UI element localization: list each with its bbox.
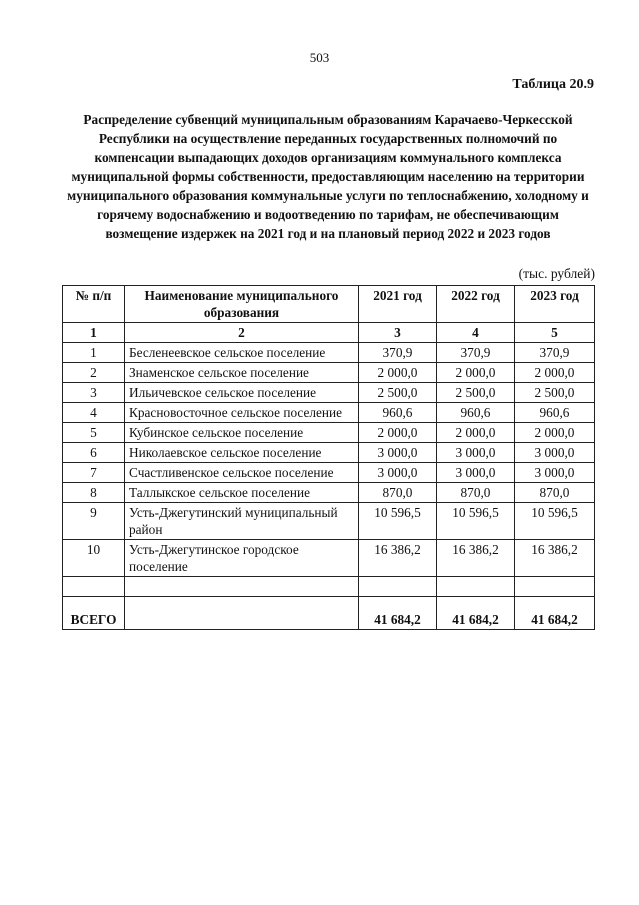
header-2021: 2021 год [359, 286, 437, 323]
table-row [63, 483, 595, 503]
table-row [63, 383, 595, 403]
row-number: 5 [63, 423, 125, 443]
municipality-name: Ильичевское сельское поселение [125, 383, 359, 403]
total-name-cell [125, 597, 359, 630]
value-2022: 10 596,5 [437, 503, 515, 540]
value-2021: 2 500,0 [359, 383, 437, 403]
row-number: 6 [63, 443, 125, 463]
value-2023: 2 000,0 [515, 423, 595, 443]
row-number: 8 [63, 483, 125, 503]
header-2023: 2023 год [515, 286, 595, 323]
col-number: 2 [125, 323, 359, 343]
col-number: 1 [63, 323, 125, 343]
value-2021: 10 596,5 [359, 503, 437, 540]
value-2023: 10 596,5 [515, 503, 595, 540]
col-number: 3 [359, 323, 437, 343]
value-2022: 2 000,0 [437, 423, 515, 443]
table-row [63, 443, 595, 463]
table-row [63, 423, 595, 443]
value-2023: 370,9 [515, 343, 595, 363]
unit-note: (тыс. рублей) [518, 266, 595, 281]
total-row [63, 597, 595, 630]
header-name: Наименование муниципального образования [125, 286, 359, 323]
value-2023: 2 000,0 [515, 363, 595, 383]
municipality-name: Усть-Джегутинский муниципальный район [125, 503, 359, 540]
value-2021: 960,6 [359, 403, 437, 423]
empty-row [63, 577, 595, 597]
empty-cell [125, 577, 359, 597]
empty-cell [515, 577, 595, 597]
value-2023: 870,0 [515, 483, 595, 503]
municipality-name: Николаевское сельское поселение [125, 443, 359, 463]
table-row [63, 540, 595, 577]
value-2022: 3 000,0 [437, 463, 515, 483]
value-2022: 370,9 [437, 343, 515, 363]
table-label: Таблица 20.9 [512, 77, 594, 92]
empty-cell [359, 577, 437, 597]
value-2022: 16 386,2 [437, 540, 515, 577]
row-number: 10 [63, 540, 125, 577]
municipality-name: Счастливенское сельское поселение [125, 463, 359, 483]
page-number: 503 [309, 50, 330, 65]
value-2021: 2 000,0 [359, 363, 437, 383]
municipality-name: Красновосточное сельское поселение [125, 403, 359, 423]
table-row [63, 343, 595, 363]
column-numbering-row [63, 323, 595, 343]
municipality-name: Таллыкское сельское поселение [125, 483, 359, 503]
header-2022: 2022 год [437, 286, 515, 323]
municipality-name: Бесленеевское сельское поселение [125, 343, 359, 363]
value-2022: 870,0 [437, 483, 515, 503]
table-row [63, 403, 595, 423]
row-number: 7 [63, 463, 125, 483]
row-number: 9 [63, 503, 125, 540]
total-2022: 41 684,2 [437, 597, 515, 630]
value-2023: 3 000,0 [515, 463, 595, 483]
value-2021: 370,9 [359, 343, 437, 363]
document-title: Распределение субвенций муниципальным образованиям Карачаево-Черкесской Республики на осуществление переданных государственных полномочий по компенсации выпадающих доходов организациям коммунального комплекса муниципальной формы собственности, предоставляющим населению на территории муниципального образования коммунальные услуги по теплоснабжению, холодному и горячему водоснабжению и водоотведению по тарифам, не обеспечивающим возмещение издержек на 2021 год и на плановый период 2022 и 2023 годов [67, 112, 589, 241]
table-row [63, 363, 595, 383]
col-number: 5 [515, 323, 595, 343]
value-2022: 3 000,0 [437, 443, 515, 463]
value-2021: 2 000,0 [359, 423, 437, 443]
table-row [63, 503, 595, 540]
subsidy-table [62, 285, 595, 630]
value-2021: 870,0 [359, 483, 437, 503]
row-number: 4 [63, 403, 125, 423]
municipality-name: Знаменское сельское поселение [125, 363, 359, 383]
value-2021: 3 000,0 [359, 443, 437, 463]
municipality-name: Усть-Джегутинское городское поселение [125, 540, 359, 577]
value-2023: 3 000,0 [515, 443, 595, 463]
col-number: 4 [437, 323, 515, 343]
total-2021: 41 684,2 [359, 597, 437, 630]
value-2023: 2 500,0 [515, 383, 595, 403]
value-2022: 2 000,0 [437, 363, 515, 383]
empty-cell [63, 577, 125, 597]
empty-cell [437, 577, 515, 597]
row-number: 3 [63, 383, 125, 403]
value-2022: 2 500,0 [437, 383, 515, 403]
row-number: 2 [63, 363, 125, 383]
total-label: ВСЕГО [63, 597, 125, 630]
value-2023: 16 386,2 [515, 540, 595, 577]
value-2023: 960,6 [515, 403, 595, 423]
value-2021: 16 386,2 [359, 540, 437, 577]
total-2023: 41 684,2 [515, 597, 595, 630]
header-no: № п/п [63, 286, 125, 323]
table-row [63, 463, 595, 483]
row-number: 1 [63, 343, 125, 363]
value-2021: 3 000,0 [359, 463, 437, 483]
table-header-row [63, 286, 595, 323]
value-2022: 960,6 [437, 403, 515, 423]
municipality-name: Кубинское сельское поселение [125, 423, 359, 443]
